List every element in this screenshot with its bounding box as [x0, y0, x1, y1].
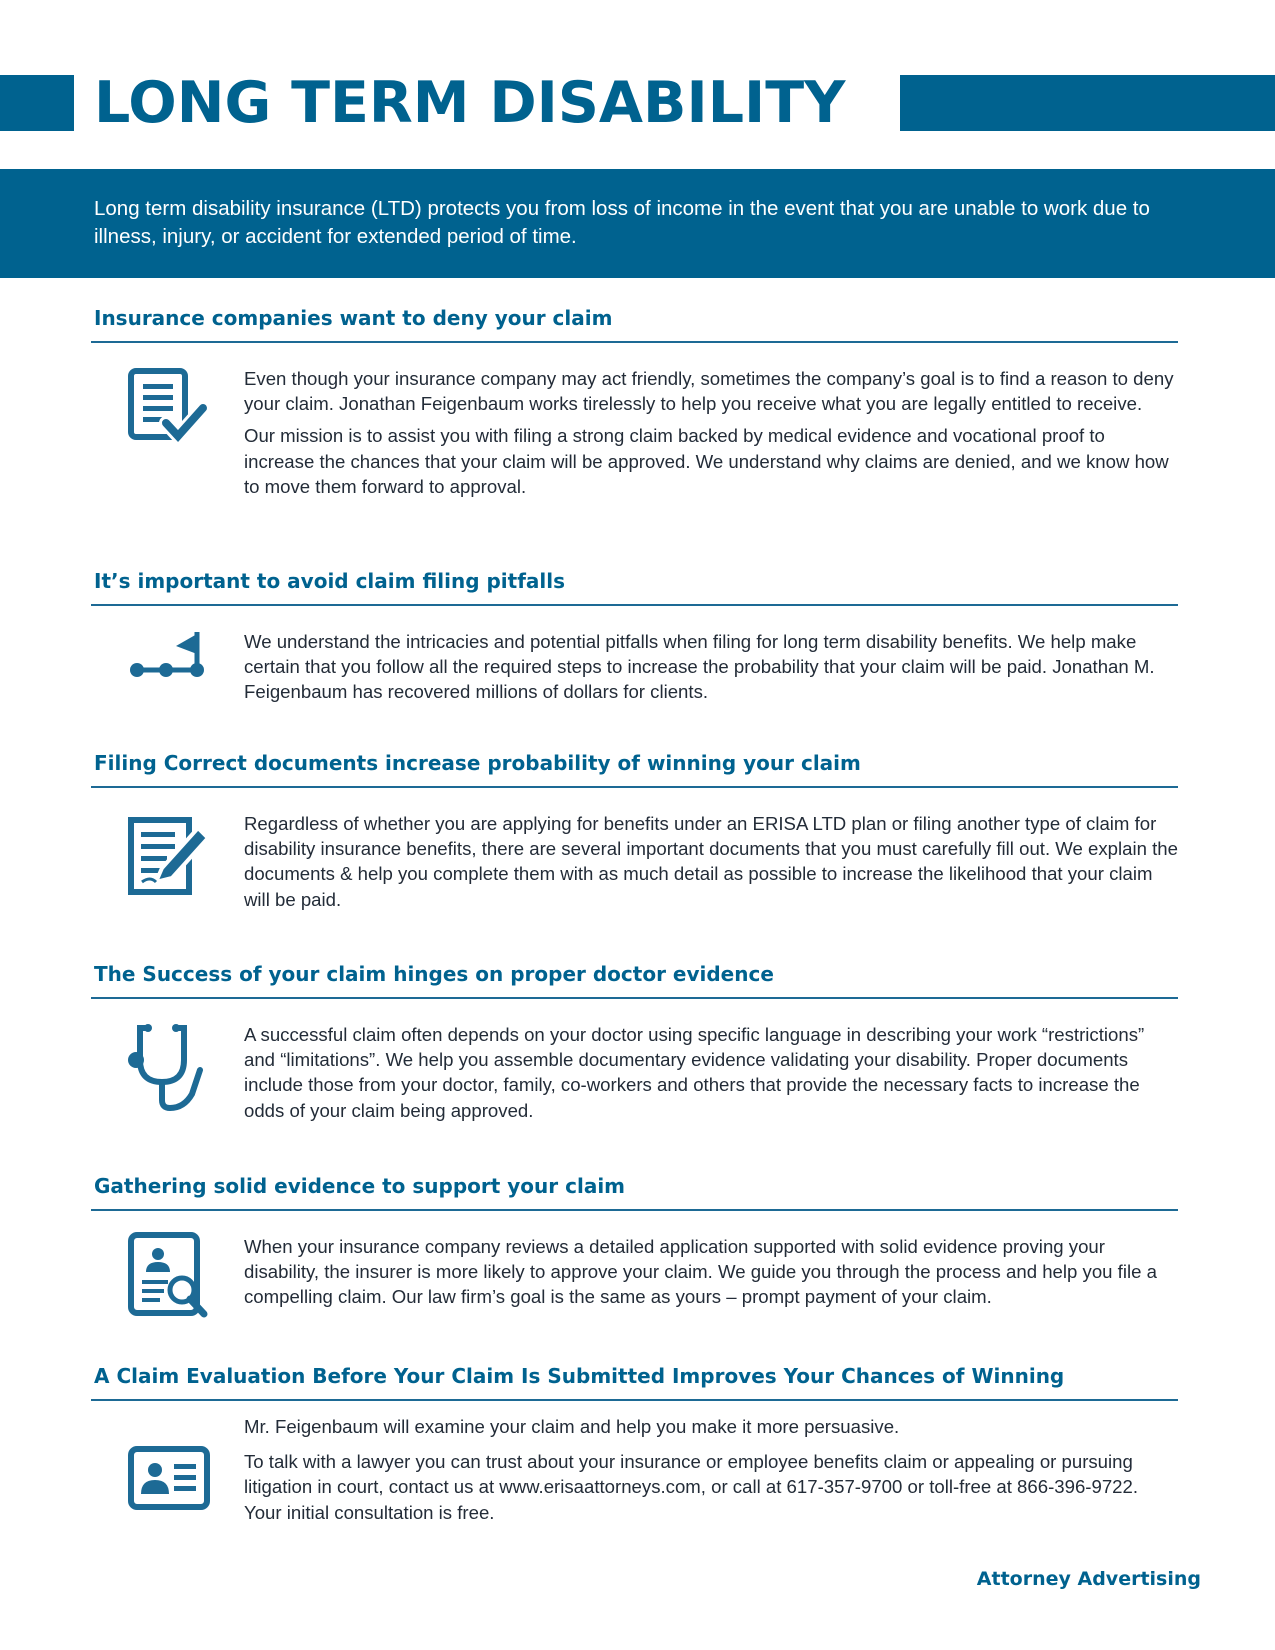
title-bar-right	[900, 75, 1275, 131]
section-heading: A Claim Evaluation Before Your Claim Is Submitted Improves Your Chances of Winning	[94, 1364, 1065, 1388]
section-body	[244, 629, 1179, 712]
stethoscope-icon	[128, 1020, 210, 1102]
section-body	[244, 1234, 1179, 1317]
document-pen-icon	[128, 816, 210, 898]
attorney-advertising-note: Attorney Advertising	[976, 1568, 1201, 1590]
section-body	[244, 1022, 1179, 1130]
section-divider	[91, 786, 1178, 788]
section-paragraph: Even though your insurance company may act friendly, sometimes the company’s goal is to find a reason to deny your claim. Jonathan Feigenbaum works tirelessly to help you receive what you are legally entitled to receive.	[244, 368, 1174, 415]
section-heading: The Success of your claim hinges on proper doctor evidence	[94, 962, 774, 986]
title-band	[0, 70, 1275, 136]
section-heading: It’s important to avoid claim filing pitfalls	[94, 569, 566, 593]
intro-text: Long term disability insurance (LTD) protects you from loss of income in the event that you are unable to work due to illness, injury, or accident for extended period of time.	[94, 197, 1150, 248]
id-card-icon	[128, 1446, 210, 1528]
path-flag-icon	[128, 618, 210, 700]
section-paragraph: Mr. Feigenbaum will examine your claim and help you make it more persuasive.	[244, 1416, 900, 1437]
section-divider	[91, 604, 1178, 606]
section-divider	[91, 341, 1178, 343]
section-divider	[91, 1399, 1178, 1401]
section-heading: Filing Correct documents increase probability of winning your claim	[94, 751, 861, 775]
section-divider	[91, 997, 1178, 999]
checklist-icon	[128, 368, 210, 450]
section-divider	[91, 1209, 1178, 1211]
section-heading: Insurance companies want to deny your claim	[94, 306, 613, 330]
title-bar-left	[0, 75, 74, 131]
section-paragraph: To talk with a lawyer you can trust about your insurance or employee benefits claim or appealing or pursuing litigation in court, contact us at www.erisaattorneys.com, or call at 617-357-9700 or toll-free at 866-396-9722. Your initial consultation is free.	[244, 1451, 1139, 1523]
section-body	[244, 811, 1179, 919]
section-body	[244, 1414, 1179, 1532]
section-paragraph: Our mission is to assist you with filing a strong claim backed by medical evidence and vocational proof to increase the chances that your claim will be approved. We understand why claims are denied, and we know how to move them forward to approval.	[244, 425, 1169, 497]
page-title: LONG TERM DISABILITY	[94, 70, 846, 136]
section-body	[244, 366, 1179, 506]
section-paragraph: A successful claim often depends on your doctor using specific language in describing your work “restrictions” and “limitations”. We help you assemble documentary evidence validating your disability. Proper documents include those from your doctor, family, co-workers and others that provide the necessary facts to increase the odds of your claim being approved.	[244, 1024, 1145, 1121]
intro-band	[0, 169, 1275, 278]
section-heading: Gathering solid evidence to support your claim	[94, 1174, 626, 1198]
profile-search-icon	[128, 1232, 210, 1314]
section-paragraph: We understand the intricacies and potential pitfalls when filing for long term disability benefits. We help make certain that you follow all the required steps to increase the probability that your claim will be paid. Jonathan M. Feigenbaum has recovered millions of dollars for clients.	[244, 631, 1155, 703]
section-paragraph: When your insurance company reviews a detailed application supported with solid evidence proving your disability, the insurer is more likely to approve your claim. We guide you through the process and help you file a compelling claim. Our law firm’s goal is the same as yours – prompt payment of your claim.	[244, 1236, 1157, 1308]
section-paragraph: Regardless of whether you are applying for benefits under an ERISA LTD plan or filing another type of claim for disability insurance benefits, there are several important documents that you must carefully fill out. We explain the documents & help you complete them with as much detail as possible to increase the likelihood that your claim will be paid.	[244, 813, 1178, 910]
